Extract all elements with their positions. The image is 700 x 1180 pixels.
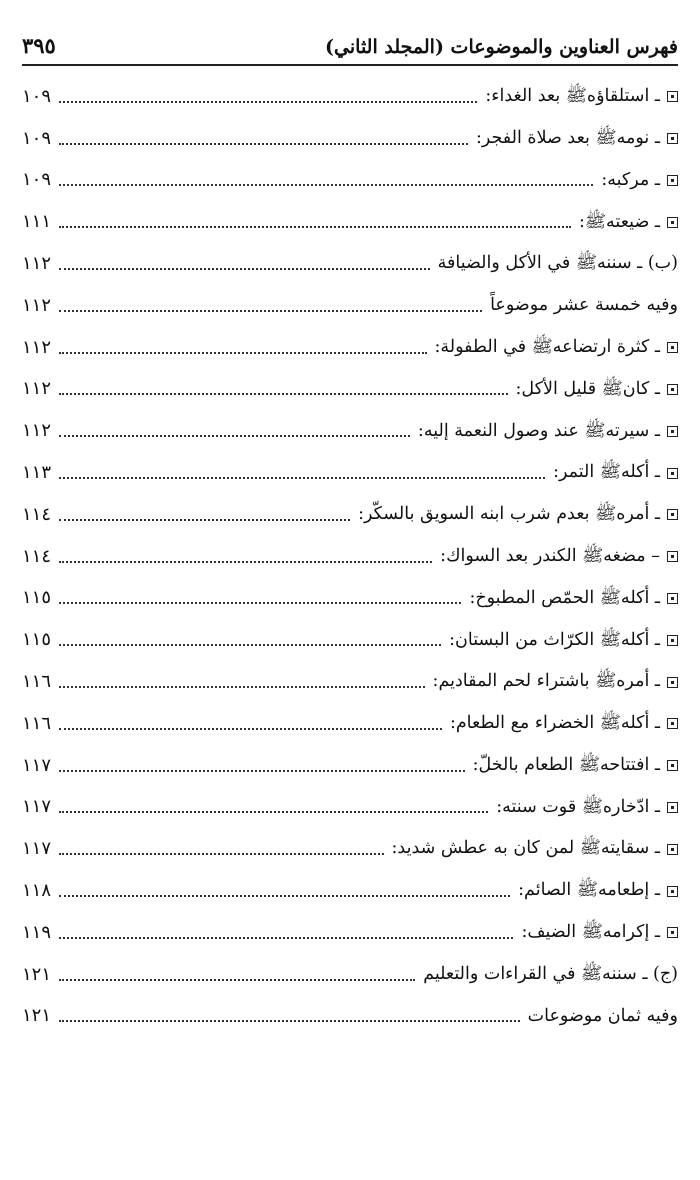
entry-page-number: ١١٦: [22, 712, 52, 734]
table-of-contents: [22, 76, 678, 1037]
dot-leader: [59, 393, 507, 395]
entry-page-number: ١٢١: [22, 963, 52, 985]
bullet-dot: [671, 179, 674, 182]
toc-section-heading: [22, 996, 678, 1038]
entry-title: ـ إطعامهﷺ الصائم:: [518, 880, 660, 901]
entry-title: ـ سيرتهﷺ عند وصول النعمة إليه:: [417, 420, 660, 441]
entry-title: وفيه خمسة عشر موضوعاً: [490, 295, 678, 316]
toc-section-heading: [22, 954, 678, 996]
entry-title: ـ ضيعتهﷺ:: [579, 211, 660, 232]
bullet-dot: [671, 848, 674, 851]
entry-page-number: ١١٢: [22, 253, 52, 275]
toc-section-heading: [22, 285, 678, 327]
dot-leader: [59, 519, 350, 521]
bullet-dot: [671, 388, 674, 391]
square-bullet-icon: [667, 635, 678, 646]
entry-title: ـ استلقاؤهﷺ بعد الغداء:: [485, 86, 660, 107]
entry-title: ـ نومهﷺ بعد صلاة الفجر:: [475, 127, 660, 148]
dot-leader: [59, 435, 410, 437]
dot-leader: [59, 853, 384, 855]
bullet-dot: [671, 890, 674, 893]
bullet-dot: [671, 137, 674, 140]
entry-title: ـ افتتاحهﷺ الطعام بالخلّ:: [472, 754, 660, 775]
entry-title: ـ مركبه:: [601, 169, 660, 190]
bullet-dot: [671, 221, 674, 224]
square-bullet-icon: [667, 426, 678, 437]
toc-entry: [22, 452, 678, 494]
entry-page-number: ١١٥: [22, 629, 52, 651]
dot-leader: [59, 937, 513, 939]
dot-leader: [59, 895, 510, 897]
entry-title: ـ أكلهﷺ الحمّص المطبوخ:: [469, 587, 660, 608]
entry-page-number: ١١٨: [22, 880, 52, 902]
dot-leader: [59, 561, 432, 563]
toc-entry: [22, 703, 678, 745]
entry-title: ـ أمرهﷺ بعدم شرب ابنه السويق بالسكّر:: [358, 504, 660, 525]
entry-title: (ج) ـ سننهﷺ في القراءات والتعليم: [423, 963, 678, 984]
toc-entry: [22, 536, 678, 578]
bullet-dot: [671, 681, 674, 684]
dot-leader: [59, 686, 425, 688]
dot-leader: [59, 143, 468, 145]
square-bullet-icon: [667, 468, 678, 479]
entry-title: – مضغهﷺ الكندر بعد السواك:: [440, 545, 660, 566]
entry-title: (ب) ـ سننهﷺ في الأكل والضيافة: [437, 253, 678, 274]
entry-page-number: ١١١: [22, 211, 52, 233]
dot-leader: [59, 602, 461, 604]
dot-leader: [59, 979, 415, 981]
entry-title: ـ أكلهﷺ الكرّاث من البستان:: [449, 629, 660, 650]
bullet-dot: [671, 95, 674, 98]
dot-leader: [59, 352, 427, 354]
entry-page-number: ١١٢: [22, 378, 52, 400]
entry-title: وفيه ثمان موضوعات: [527, 1005, 678, 1026]
square-bullet-icon: [667, 91, 678, 102]
entry-page-number: ١١٤: [22, 503, 52, 525]
toc-entry: [22, 745, 678, 787]
entry-page-number: ١٢١: [22, 1005, 52, 1027]
bullet-dot: [671, 346, 674, 349]
entry-page-number: ١١٤: [22, 545, 52, 567]
bullet-dot: [671, 722, 674, 725]
toc-section-heading: [22, 243, 678, 285]
square-bullet-icon: [667, 760, 678, 771]
bullet-dot: [671, 931, 674, 934]
toc-entry: [22, 787, 678, 829]
toc-entry: [22, 661, 678, 703]
square-bullet-icon: [667, 677, 678, 688]
bullet-dot: [671, 555, 674, 558]
page-header: [22, 22, 678, 66]
square-bullet-icon: [667, 342, 678, 353]
entry-title: ـ أمرهﷺ باشتراء لحم المقاديم:: [432, 671, 660, 692]
entry-page-number: ١٠٩: [22, 85, 52, 107]
entry-title: ـ أكلهﷺ التمر:: [553, 462, 660, 483]
entry-title: ـ إكرامهﷺ الضيف:: [521, 922, 660, 943]
bullet-dot: [671, 597, 674, 600]
square-bullet-icon: [667, 886, 678, 897]
entry-page-number: ١١٦: [22, 671, 52, 693]
dot-leader: [59, 644, 441, 646]
running-title: فهرس العناوين والموضوعات (المجلد الثاني): [325, 36, 678, 58]
entry-page-number: ١١٥: [22, 587, 52, 609]
square-bullet-icon: [667, 593, 678, 604]
toc-entry: [22, 619, 678, 661]
entry-page-number: ١١٢: [22, 336, 52, 358]
toc-entry: [22, 410, 678, 452]
dot-leader: [59, 811, 488, 813]
entry-title: ـ كانﷺ قليل الأكل:: [515, 378, 660, 399]
toc-entry: [22, 118, 678, 160]
entry-page-number: ١١٢: [22, 294, 52, 316]
toc-entry: [22, 870, 678, 912]
dot-leader: [59, 1020, 520, 1022]
bullet-dot: [671, 639, 674, 642]
square-bullet-icon: [667, 175, 678, 186]
bullet-dot: [671, 806, 674, 809]
bullet-dot: [671, 430, 674, 433]
entry-page-number: ١١٩: [22, 921, 52, 943]
dot-leader: [59, 770, 465, 772]
toc-entry: [22, 369, 678, 411]
bullet-dot: [671, 513, 674, 516]
dot-leader: [59, 728, 442, 730]
entry-title: ـ كثرة ارتضاعهﷺ في الطفولة:: [434, 336, 660, 357]
entry-title: ـ سقايتهﷺ لمن كان به عطش شديد:: [391, 838, 660, 859]
entry-page-number: ١١٣: [22, 462, 52, 484]
square-bullet-icon: [667, 927, 678, 938]
dot-leader: [59, 226, 571, 228]
dot-leader: [59, 184, 593, 186]
dot-leader: [59, 101, 477, 103]
square-bullet-icon: [667, 802, 678, 813]
square-bullet-icon: [667, 844, 678, 855]
toc-entry: [22, 76, 678, 118]
entry-page-number: ١١٧: [22, 838, 52, 860]
square-bullet-icon: [667, 384, 678, 395]
toc-entry: [22, 201, 678, 243]
dot-leader: [59, 268, 430, 270]
entry-page-number: ١١٧: [22, 754, 52, 776]
square-bullet-icon: [667, 551, 678, 562]
square-bullet-icon: [667, 718, 678, 729]
square-bullet-icon: [667, 133, 678, 144]
toc-entry: [22, 327, 678, 369]
dot-leader: [59, 477, 545, 479]
square-bullet-icon: [667, 217, 678, 228]
entry-page-number: ١٠٩: [22, 169, 52, 191]
entry-page-number: ١١٧: [22, 796, 52, 818]
toc-entry: [22, 578, 678, 620]
toc-entry: [22, 828, 678, 870]
dot-leader: [59, 310, 482, 312]
bullet-dot: [671, 472, 674, 475]
square-bullet-icon: [667, 509, 678, 520]
entry-page-number: ١١٢: [22, 420, 52, 442]
toc-entry: [22, 912, 678, 954]
entry-title: ـ أكلهﷺ الخضراء مع الطعام:: [449, 713, 660, 734]
toc-entry: [22, 160, 678, 202]
page-number: ٣٩٥: [22, 33, 56, 58]
toc-entry: [22, 494, 678, 536]
bullet-dot: [671, 764, 674, 767]
entry-title: ـ ادّخارهﷺ قوت سنته:: [496, 796, 660, 817]
entry-page-number: ١٠٩: [22, 127, 52, 149]
